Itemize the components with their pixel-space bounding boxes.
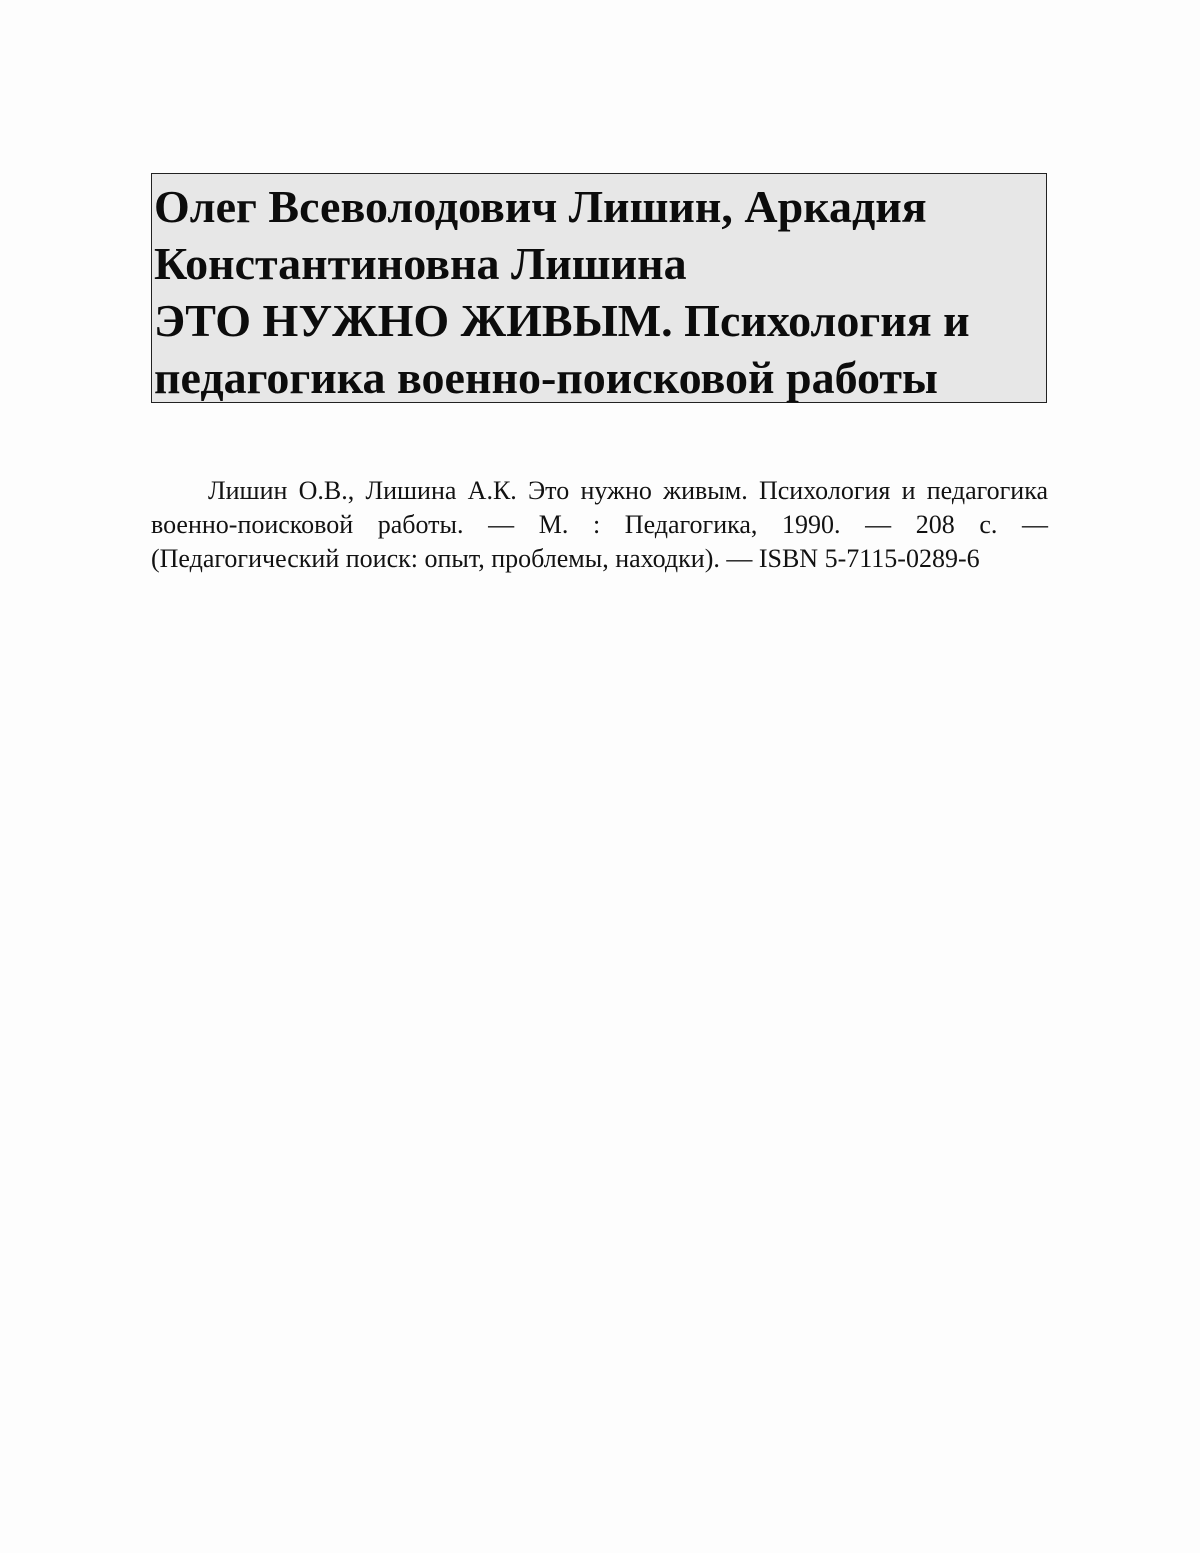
- book-title-line-1: ЭТО НУЖНО ЖИВЫМ. Психология и: [154, 295, 970, 346]
- book-title-line-2: педагогика военно-поисковой работы: [154, 352, 938, 403]
- authors-line-1: Олег Всеволодович Лишин, Аркадия: [154, 181, 927, 232]
- bibliographic-citation: Лишин О.В., Лишина А.К. Это нужно живым. Психология и педагогика военно-поисковой работы. — М. : Педагогика, 1990. — 208 с. — (Педагогический поиск: опыт, проблемы, находки). — ISBN 5-7115-0289-6: [151, 476, 1048, 573]
- authors-line-2: Константиновна Лишина: [154, 238, 687, 289]
- title-box: [151, 173, 1047, 403]
